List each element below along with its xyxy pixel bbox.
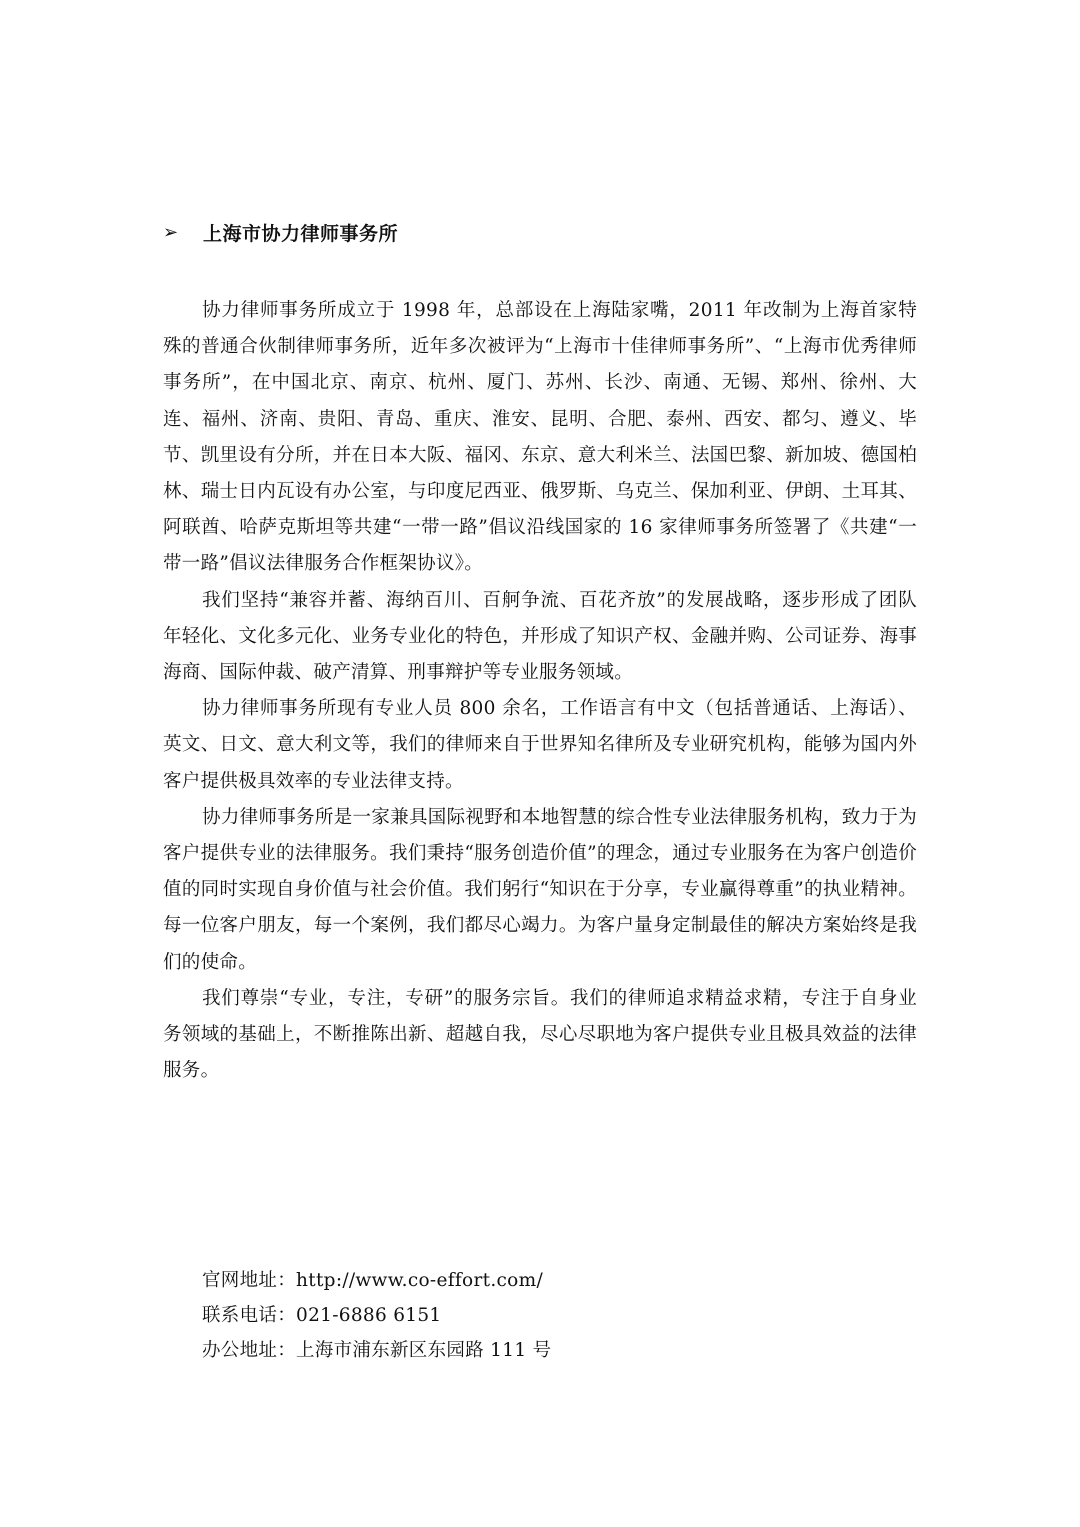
firm-name-title: 上海市协力律师事务所: [203, 222, 399, 245]
contact-info: [202, 1263, 551, 1368]
paragraph-mission: 协力律师事务所是一家兼具国际视野和本地智慧的综合性专业法律服务机构，致力于为客户提供专业的法律服务。我们秉持“服务创造价值”的理念，通过专业服务在为客户创造价值的同时实现自身价值与社会价值。我们躬行“知识在于分享，专业赢得尊重”的执业精神。每一位客户朋友，每一个案例，我们都尽心竭力。为客户量身定制最佳的解决方案始终是我们的使命。: [163, 806, 917, 973]
paragraph-service-tenet: 我们尊崇“专业，专注，专研”的服务宗旨。我们的律师追求精益求精，专注于自身业务领域的基础上，不断推陈出新、超越自我，尽心尽职地为客户提供专业且极具效益的法律服务。: [163, 987, 917, 1082]
paragraph-staff: 协力律师事务所现有专业人员 800 余名，工作语言有中文（包括普通话、上海话）、英文、日文、意大利文等，我们的律师来自于世界知名律所及专业研究机构，能够为国内外客户提供极具效率的专业法律支持。: [163, 698, 917, 792]
arrow-bullet-icon: ➢: [163, 221, 179, 243]
document-body: [163, 293, 917, 1089]
paragraph-firm-overview: 协力律师事务所成立于 1998 年，总部设在上海陆家嘴，2011 年改制为上海首家特殊的普通合伙制律师事务所，近年多次被评为“上海市十佳律师事务所”、“上海市优秀律师事务所”，在中国北京、南京、杭州、厦门、苏州、长沙、南通、无锡、郑州、徐州、大连、福州、济南、贵阳、青岛、重庆、淮安、昆明、合肥、泰州、西安、都匀、遵义、毕节、凯里设有分所，并在日本大阪、福冈、东京、意大利米兰、法国巴黎、新加坡、德国柏林、瑞士日内瓦设有办公室，与印度尼西亚、俄罗斯、乌克兰、保加利亚、伊朗、土耳其、阿联酋、哈萨克斯坦等共建“一带一路”倡议沿线国家的 16 家律师事务所签署了《共建“一带一路”倡议法律服务合作框架协议》。: [163, 300, 918, 575]
phone-line: 联系电话：021-6886 6151: [202, 1305, 442, 1326]
address-line: 办公地址：上海市浦东新区东园路 111 号: [202, 1340, 552, 1361]
website-line: 官网地址：http://www.co-effort.com/: [202, 1270, 543, 1291]
paragraph-strategy: 我们坚持“兼容并蓄、海纳百川、百舸争流、百花齐放”的发展战略，逐步形成了团队年轻化、文化多元化、业务专业化的特色，并形成了知识产权、金融并购、公司证券、海事海商、国际仲裁、破产清算、刑事辩护等专业服务领域。: [163, 589, 917, 684]
section-heading: [163, 214, 398, 250]
